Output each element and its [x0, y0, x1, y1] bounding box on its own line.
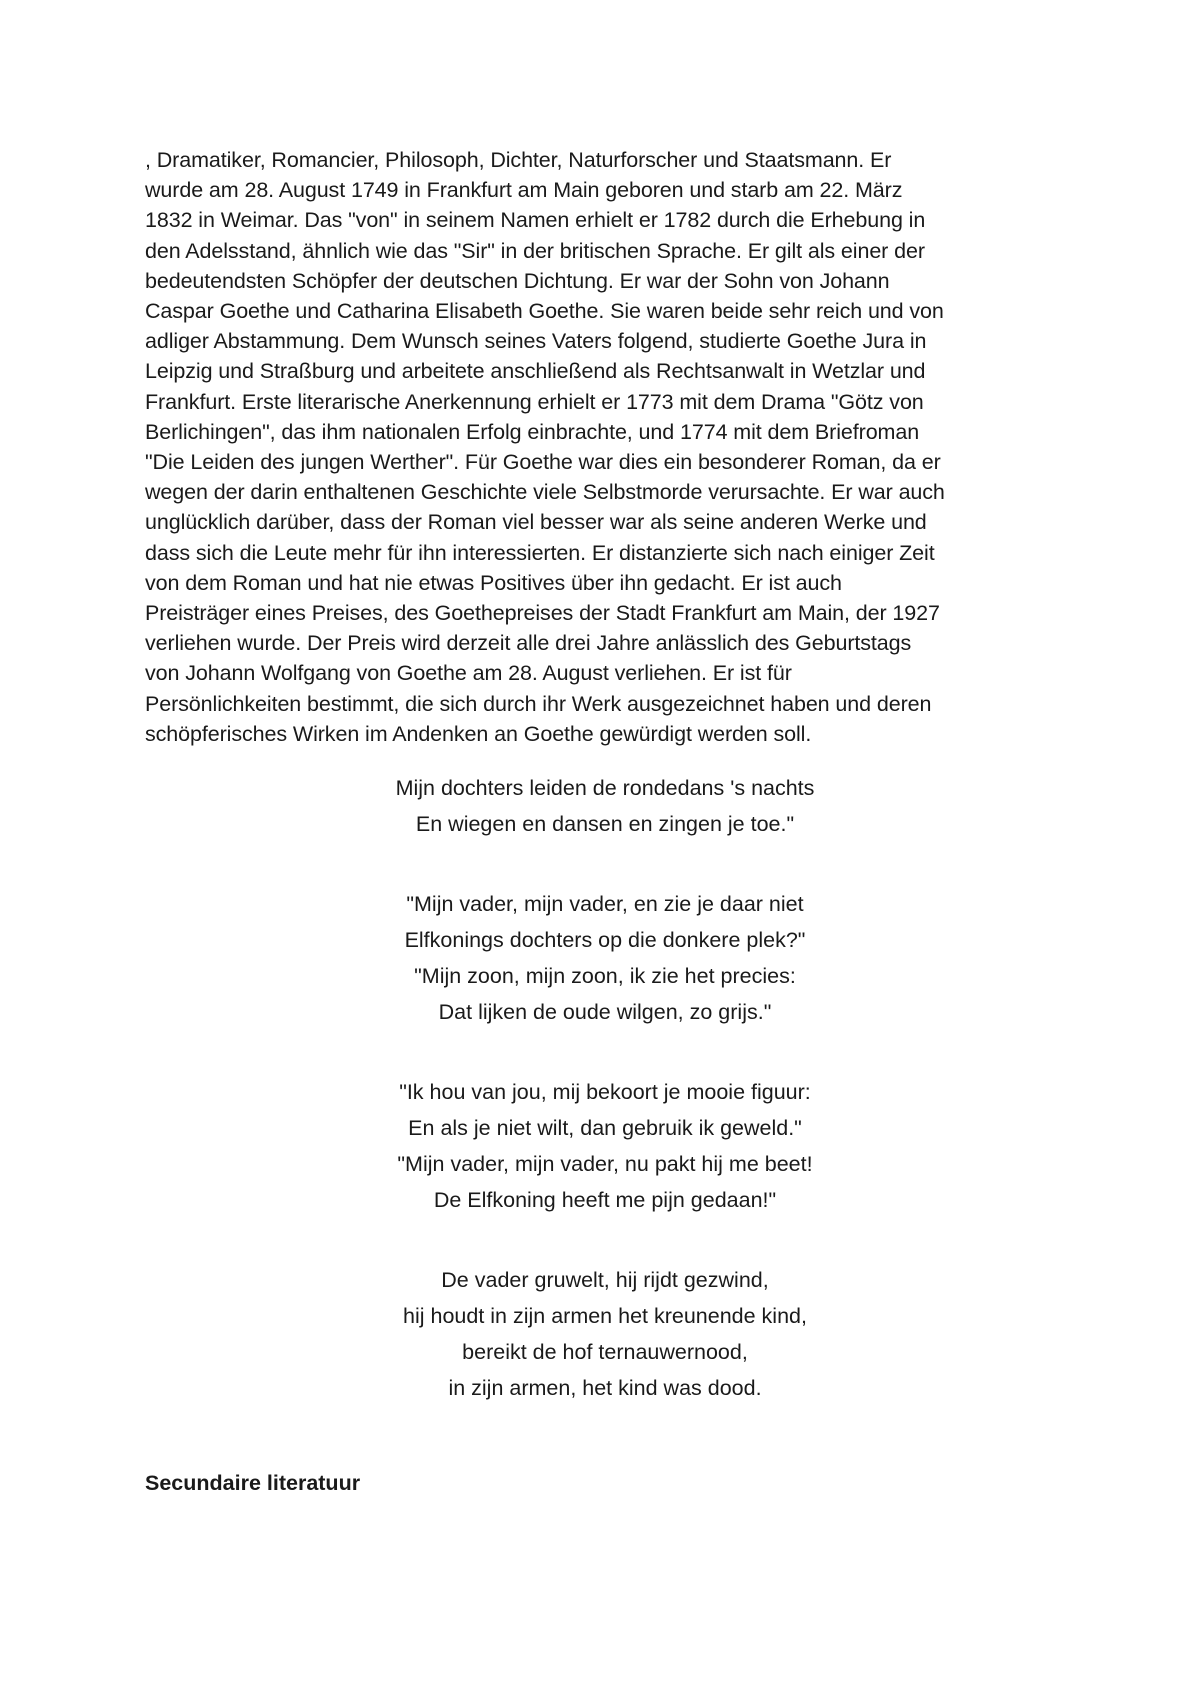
paragraph-line: Berlichingen", das ihm nationalen Erfolg einbrachte, und 1774 mit dem Briefroman: [145, 419, 920, 444]
poem-stanza: [145, 886, 1065, 1030]
paragraph-line: von dem Roman und hat nie etwas Positives über ihn gedacht. Er ist auch: [145, 570, 842, 595]
paragraph-line: den Adelsstand, ähnlich wie das "Sir" in der britischen Sprache. Er gilt als einer der: [145, 238, 925, 263]
paragraph-line: "Die Leiden des jungen Werther". Für Goethe war dies ein besonderer Roman, da er: [145, 450, 941, 475]
poem-line: "Mijn vader, mijn vader, nu pakt hij me beet!: [397, 1152, 813, 1176]
poem-block: [145, 770, 1065, 1450]
poem-line: "Ik hou van jou, mij bekoort je mooie figuur:: [399, 1080, 811, 1104]
paragraph-line: bedeutendsten Schöpfer der deutschen Dichtung. Er war der Sohn von Johann: [145, 268, 890, 293]
paragraph-line: Caspar Goethe und Catharina Elisabeth Goethe. Sie waren beide sehr reich und von: [145, 299, 944, 324]
paragraph-line: adliger Abstammung. Dem Wunsch seines Vaters folgend, studierte Goethe Jura in: [145, 329, 927, 354]
paragraph-line: wurde am 28. August 1749 in Frankfurt am Main geboren und starb am 22. März: [145, 178, 903, 203]
poem-line: En als je niet wilt, dan gebruik ik geweld.": [408, 1116, 802, 1140]
poem-line: "Mijn vader, mijn vader, en zie je daar niet: [406, 892, 804, 916]
section-heading: Secundaire literatuur: [145, 1471, 361, 1495]
poem-stanza: [145, 1074, 1065, 1218]
poem-stanza: [145, 770, 1065, 842]
poem-line: De vader gruwelt, hij rijdt gezwind,: [441, 1268, 769, 1292]
biography-paragraph: [145, 145, 1065, 749]
paragraph-line: wegen der darin enthaltenen Geschichte viele Selbstmorde verursachte. Er war auch: [145, 480, 945, 505]
paragraph-line: Leipzig und Straßburg und arbeitete anschließend als Rechtsanwalt in Wetzlar und: [145, 359, 926, 384]
paragraph-line: , Dramatiker, Romancier, Philosoph, Dichter, Naturforscher und Staatsmann. Er: [145, 148, 892, 172]
paragraph-line: unglücklich darüber, dass der Roman viel besser war als seine anderen Werke und: [145, 510, 927, 535]
poem-line: "Mijn zoon, mijn zoon, ik zie het precies:: [414, 964, 796, 988]
poem-line: hij houdt in zijn armen het kreunende kind,: [403, 1304, 807, 1328]
poem-line: bereikt de hof ternauwernood,: [462, 1340, 748, 1364]
paragraph-line: Frankfurt. Erste literarische Anerkennung erhielt er 1773 mit dem Drama "Götz von: [145, 389, 924, 414]
poem-line: in zijn armen, het kind was dood.: [448, 1376, 762, 1400]
poem-line: De Elfkoning heeft me pijn gedaan!": [433, 1188, 777, 1212]
poem-line: Elfkonings dochters op die donkere plek?": [404, 928, 806, 952]
paragraph-line: 1832 in Weimar. Das "von" in seinem Namen erhielt er 1782 durch die Erhebung in: [145, 208, 926, 233]
poem-line: Dat lijken de oude wilgen, zo grijs.": [438, 1000, 772, 1024]
paragraph-line: Persönlichkeiten bestimmt, die sich durch ihr Werk ausgezeichnet haben und deren: [145, 691, 932, 716]
poem-stanza: [145, 1262, 1065, 1406]
paragraph-line: Preisträger eines Preises, des Goethepreises der Stadt Frankfurt am Main, der 1927: [145, 601, 940, 626]
paragraph-line: schöpferisches Wirken im Andenken an Goethe gewürdigt werden soll.: [145, 721, 812, 746]
paragraph-line: von Johann Wolfgang von Goethe am 28. August verliehen. Er ist für: [145, 661, 792, 686]
poem-line: Mijn dochters leiden de rondedans 's nachts: [395, 776, 815, 800]
paragraph-line: dass sich die Leute mehr für ihn interessierten. Er distanzierte sich nach einiger Zeit: [145, 540, 935, 565]
poem-line: En wiegen en dansen en zingen je toe.": [415, 812, 795, 836]
paragraph-line: verliehen wurde. Der Preis wird derzeit alle drei Jahre anlässlich des Geburtstags: [145, 631, 912, 656]
